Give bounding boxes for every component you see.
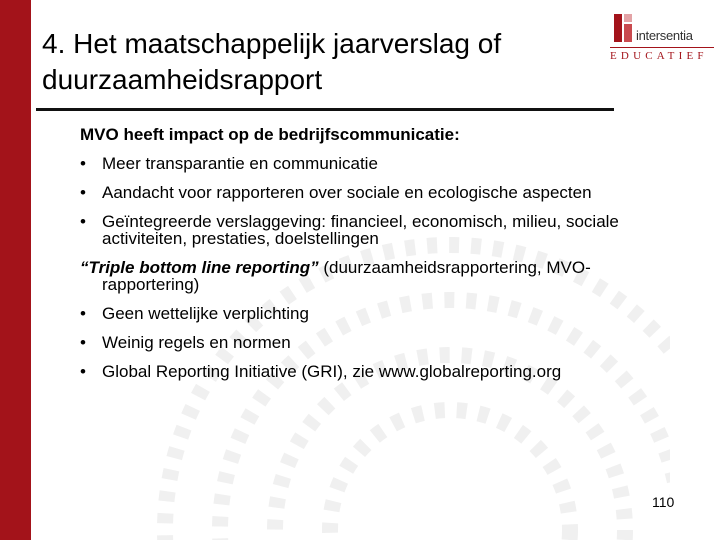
bullet-item: • Geen wettelijke verplichting (80, 299, 716, 328)
title-line-2: duurzaamheidsrapport (42, 64, 323, 95)
bullet-line-1: Geïntegreerde verslaggeving: financieel, economisch, milieu, sociale (102, 212, 619, 231)
title-divider (36, 108, 614, 111)
bullet-item (80, 207, 716, 253)
bullet-item: • Global Reporting Initiative (GRI), zie www.globalreporting.org (80, 357, 716, 386)
bullet-item: • Aandacht voor rapporteren over sociale en ecologische aspecten (80, 178, 716, 207)
logo-mark-icon (614, 14, 632, 42)
bullet-item: • Meer transparantie en communicatie (80, 149, 716, 178)
bullet-line-2: activiteiten, prestaties, doelstellingen (102, 229, 379, 248)
bullet-item: • Weinig regels en normen (80, 328, 716, 357)
tbl-paragraph (80, 253, 716, 299)
body-heading: MVO heeft impact op de bedrijfscommunicatie: (80, 125, 460, 144)
logo-rule (610, 47, 714, 48)
slide-title (42, 26, 602, 98)
slide-body (80, 120, 716, 386)
title-line-1: 4. Het maatschappelijk jaarverslag of (42, 28, 502, 59)
page-number: 110 (652, 494, 675, 510)
tbl-rest-line-1: (duurzaamheidsrapportering, MVO- (318, 258, 591, 277)
intersentia-logo (604, 14, 714, 64)
tbl-rest-line-2: rapportering) (102, 275, 200, 294)
left-accent-bar (0, 0, 31, 540)
logo-sub-text: EDUCATIEF (610, 50, 708, 62)
tbl-emphasis: “Triple bottom line reporting” (80, 258, 319, 277)
logo-brand-text: intersentia (636, 28, 693, 43)
